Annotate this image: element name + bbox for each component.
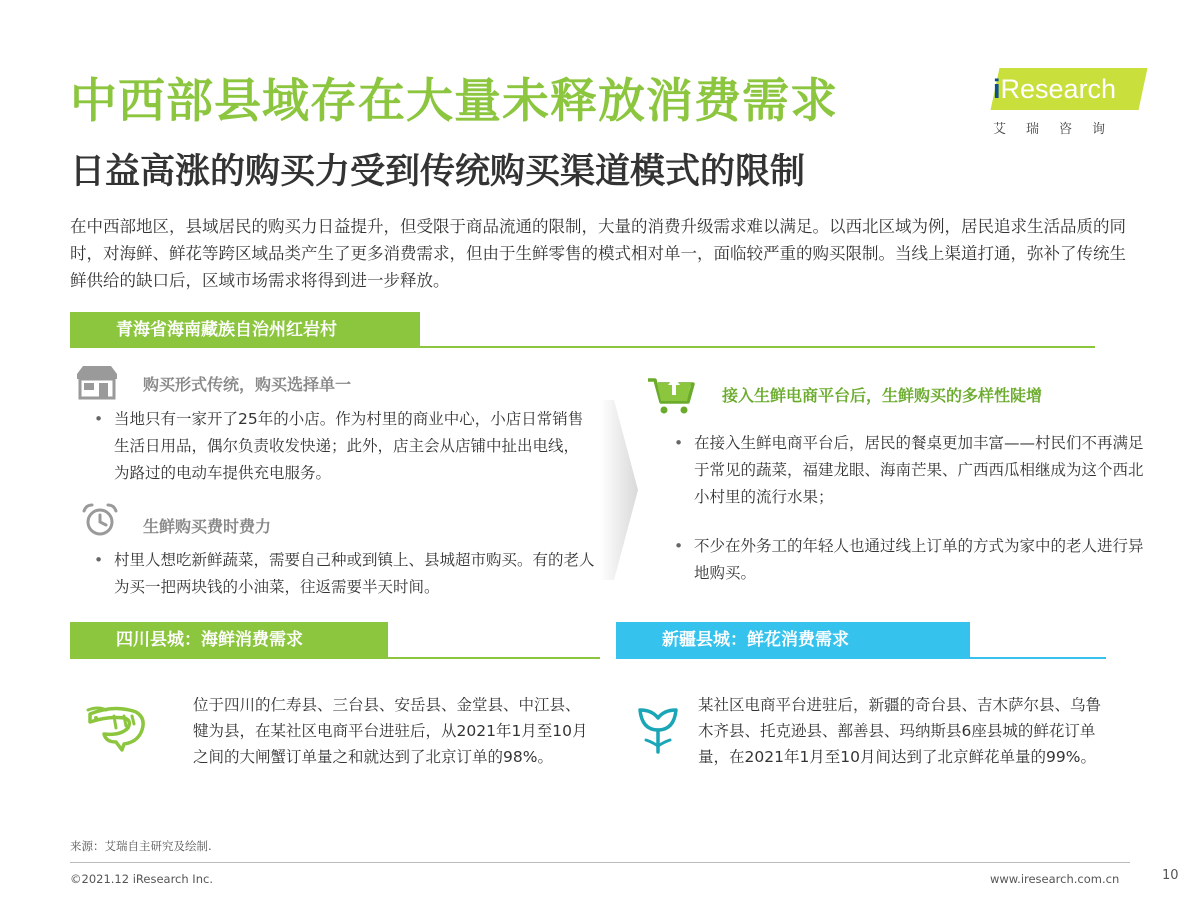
logo-wordmark: iResearch <box>993 74 1117 104</box>
alarm-clock-icon <box>80 502 120 538</box>
shrimp-icon <box>84 702 150 752</box>
block2-heading: 生鲜购买费时费力 <box>143 517 272 536</box>
xinjiang-banner: 新疆县城：鲜花消费需求 <box>616 622 970 658</box>
qinghai-banner: 青海省海南藏族自治州红岩村 <box>70 312 420 348</box>
source-note: 来源：艾瑞自主研究及绘制. <box>70 839 212 853</box>
block1-bullet: • 当地只有一家开了25年的小店。作为村里的商业中心，小店日常销售生活日用品，偶尔负责收发快递；此外，店主会从店铺中扯出电线，为路过的电动车提供充电服务。 <box>88 406 588 487</box>
block1-heading: 购买形式传统，购买选择单一 <box>143 375 352 394</box>
page-number: 10 <box>1162 868 1179 883</box>
xinjiang-rule <box>616 657 1106 659</box>
flower-icon <box>636 702 680 756</box>
sichuan-text: 位于四川的仁寿县、三台县、安岳县、金堂县、中江县、犍为县，在某社区电商平台进驻后，从2021年1月至10月之间的大闸蟹订单量之和就达到了北京订单的98%。 <box>193 696 588 766</box>
sichuan-banner: 四川县城：海鲜消费需求 <box>70 622 388 658</box>
page-title: 中西部县域存在大量未释放消费需求 <box>70 74 838 129</box>
website-link[interactable]: www.iresearch.com.cn <box>990 872 1120 886</box>
right-bullet-1: • 在接入生鲜电商平台后，居民的餐桌更加丰富——村民们不再满足于常见的蔬菜，福建龙眼、海南芒果、广西西瓜相继成为这个西北小村里的流行水果； <box>668 430 1146 511</box>
store-icon <box>74 364 120 400</box>
footer-rule <box>70 862 1130 863</box>
intro-paragraph: 在中西部地区，县域居民的购买力日益提升，但受限于商品流通的限制，大量的消费升级需求难以满足。以西北区域为例，居民追求生活品质的同时，对海鲜、鲜花等跨区域品类产生了更多消费需求，但由于生鲜零售的模式相对单一，面临较严重的购买限制。当线上渠道打通，弥补了传统生鲜供给的缺口后，区域市场需求将得到进一步释放。 <box>70 217 1126 290</box>
xinjiang-text: 某社区电商平台进驻后，新疆的奇台县、吉木萨尔县、乌鲁木齐县、托克逊县、鄯善县、玛纳斯县6座县城的鲜花订单量，在2021年1月至10月间达到了北京鲜花单量的99%。 <box>698 696 1102 766</box>
right-bullet-2: • 不少在外务工的年轻人也通过线上订单的方式为家中的老人进行异地购买。 <box>668 533 1146 587</box>
iresearch-logo <box>985 62 1145 142</box>
page-subtitle: 日益高涨的购买力受到传统购买渠道模式的限制 <box>70 152 806 192</box>
logo-cn-name: 艾瑞咨询 <box>993 122 1126 137</box>
right-heading: 接入生鲜电商平台后，生鲜购买的多样性陡增 <box>722 386 1043 405</box>
shopping-cart-upload-icon <box>646 372 696 416</box>
qinghai-rule <box>70 346 1095 348</box>
copyright: ©2021.12 iResearch Inc. <box>70 872 213 886</box>
sichuan-rule <box>70 657 600 659</box>
block2-bullet: • 村里人想吃新鲜蔬菜，需要自己种或到镇上、县城超市购买。有的老人为买一把两块钱的小油菜，往返需要半天时间。 <box>88 547 598 601</box>
chevron-right-arrow <box>600 400 640 580</box>
